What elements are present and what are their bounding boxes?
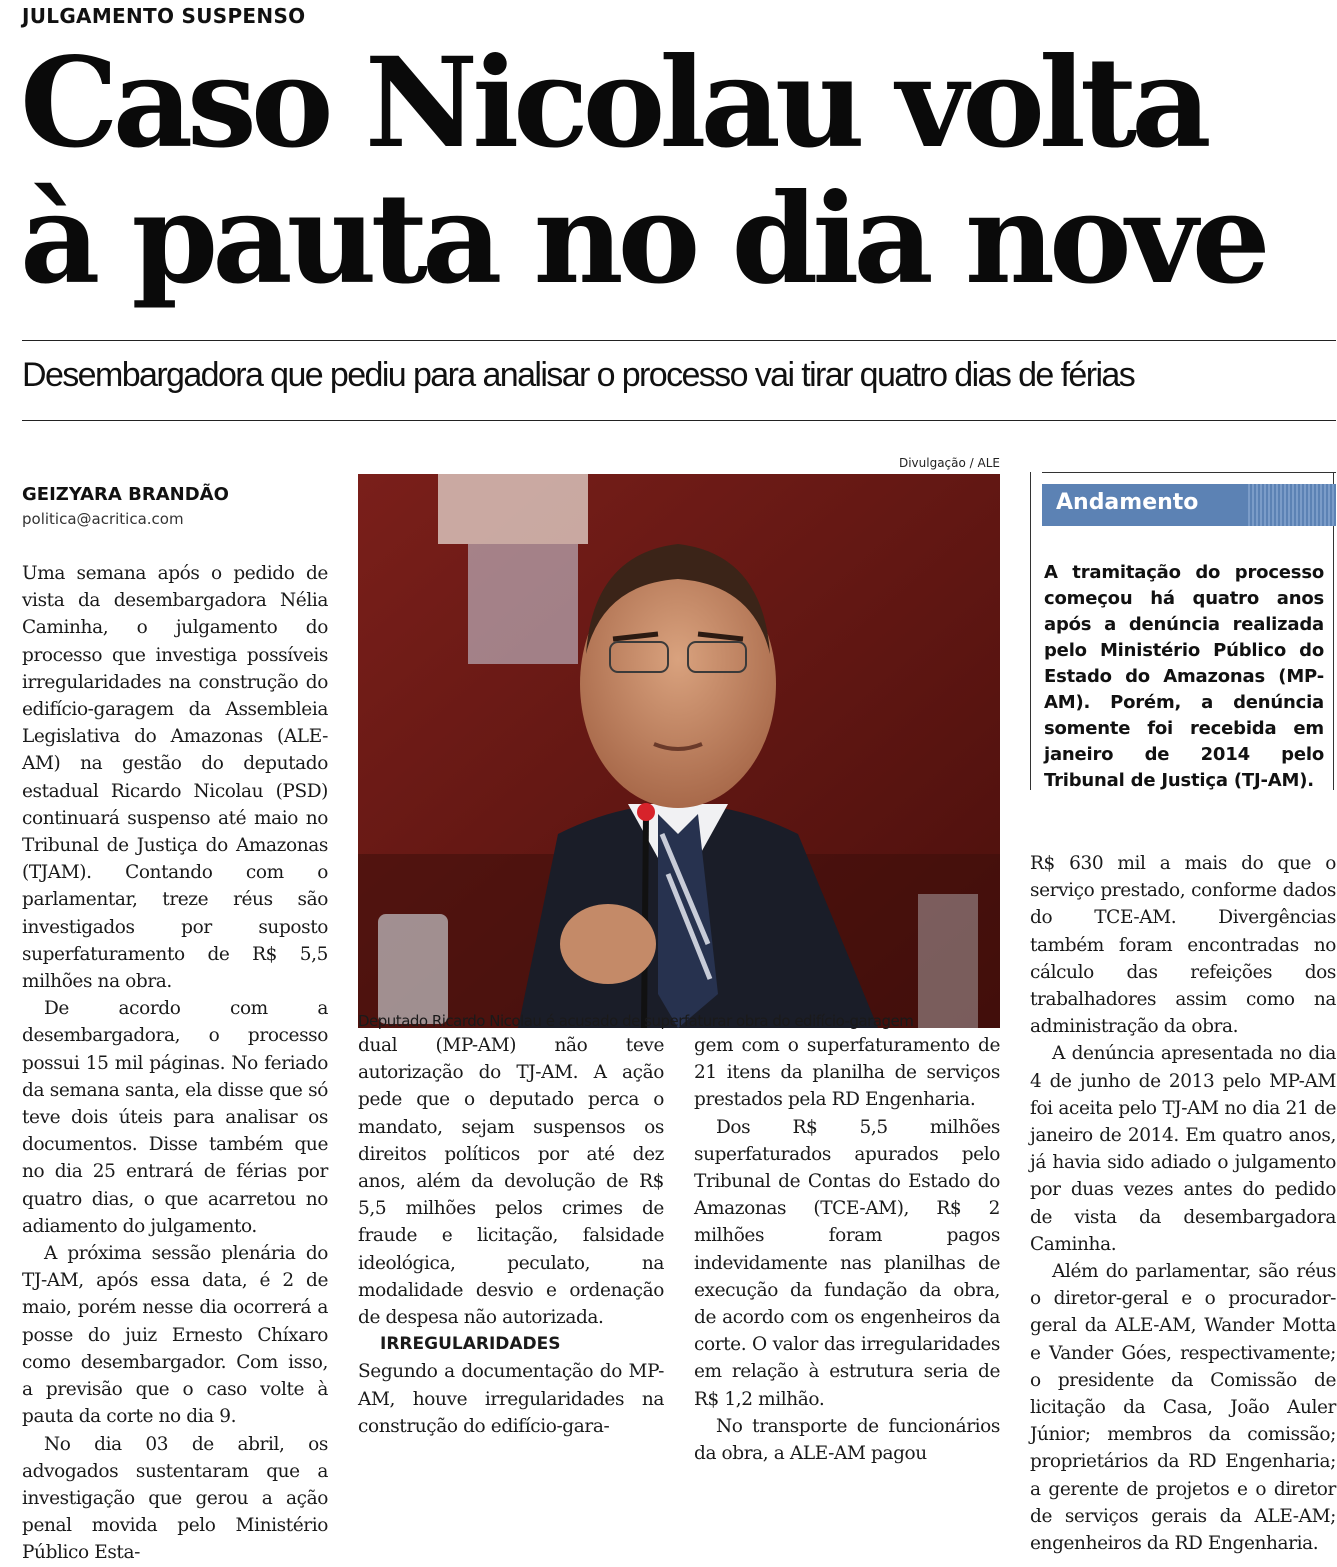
paragraph: No dia 03 de abril, os advogados sustentaram que a investigação que gerou a ação penal movida pelo Ministério Público Esta- xyxy=(22,1433,328,1564)
divider-bottom xyxy=(22,420,1336,421)
paragraph: No transporte de funcionários da obra, a ALE-AM pagou xyxy=(694,1415,1000,1465)
photo-illustration xyxy=(358,474,1000,1028)
article-column-4 xyxy=(1030,850,1336,1557)
paragraph: A próxima sessão plenária do TJ-AM, após essa data, é 2 de maio, porém nesse dia ocorrerá a posse do juiz Ernesto Chíxaro como desembargador. Com isso, a previsão que o caso volte à pauta da corte no dia 9. xyxy=(22,1243,328,1428)
divider-top xyxy=(22,340,1336,341)
article-photo xyxy=(358,474,1000,1028)
sidebar-title: Andamento xyxy=(1056,490,1199,515)
paragraph: gem com o superfaturamento de 21 itens da planilha de serviços prestados pela RD Engenharia. xyxy=(694,1035,1000,1111)
paragraph: R$ 630 mil a mais do que o serviço prestado, conforme dados do TCE-AM. Divergências também foram encontradas no cálculo das refeições dos trabalhadores assim como na administração da obra. xyxy=(1030,853,1336,1038)
paragraph: Segundo a documentação do MP-AM, houve irregularidades na construção do edifício-gara- xyxy=(358,1361,664,1437)
sidebar-top-rule xyxy=(1042,472,1336,473)
byline-author: GEIZYARA BRANDÃO xyxy=(22,484,229,505)
sidebar-header-pattern xyxy=(1246,484,1336,526)
article-column-2 xyxy=(358,1032,664,1440)
article-column-1 xyxy=(22,560,328,1567)
paragraph: De acordo com a desembargadora, o processo possui 15 mil páginas. No feriado da semana santa, ela disse que só teve dois úteis para analisar os documentos. Disse também que no dia 25 entrará de férias por quatro dias, o que acarretou no adiamento do julgamento. xyxy=(22,998,328,1237)
headline-line-2: à pauta no dia nove xyxy=(20,167,1265,312)
article-column-3 xyxy=(694,1032,1000,1467)
crosshead: IRREGULARIDADES xyxy=(380,1334,561,1355)
headline xyxy=(20,31,1330,312)
headline-line-1: Caso Nicolau volta xyxy=(20,31,1206,176)
paragraph: dual (MP-AM) não teve autorização do TJ-AM. A ação pede que o deputado perca o mandato, sejam suspensos os direitos políticos por até dez anos, além da devolução de R$ 5,5 milhões pelos crimes de fraude e licitação, falsidade ideológica, peculato, na modalidade desvio e ordenação de despesa não autorizada. xyxy=(358,1035,664,1329)
photo-credit: Divulgação / ALE xyxy=(898,456,1000,470)
paragraph: Dos R$ 5,5 milhões superfaturados apurados pelo Tribunal de Contas do Estado do Amazonas (TCE-AM), R$ 2 milhões foram pagos indevidamente nas planilhas de execução da fundação da obra, de acordo com os engenheiros da corte. O valor das irregularidades em relação à estrutura seria de R$ 1,2 milhão. xyxy=(694,1116,1000,1410)
paragraph: A denúncia apresentada no dia 4 de junho de 2013 pelo MP-AM foi aceita pelo TJ-AM no dia 21 de janeiro de 2014. Em quatro anos, já havia sido adiado o julgamento por duas vezes antes do pedido de vista da desembargadora Caminha. xyxy=(1030,1043,1336,1255)
sidebar-text: A tramitação do processo começou há quatro anos após a denúncia realizada pelo Ministério Público do Estado do Amazonas (MP-AM). Porém, a denúncia somente foi recebida em janeiro de 2014 pelo Tribunal de Justiça (TJ-AM). xyxy=(1044,562,1324,791)
paragraph: Uma semana após o pedido de vista da desembargadora Nélia Caminha, o julgamento do processo que investiga possíveis irregularidades na construção do edifício-garagem da Assembleia Legislativa do Amazonas (ALE-AM) na gestão do deputado estadual Ricardo Nicolau (PSD) continuará suspenso até maio no Tribunal de Justiça do Amazonas (TJAM). Contando com o parlamentar, treze réus são investigados por suposto superfaturamento de R$ 5,5 milhões na obra. xyxy=(22,563,328,993)
subheadline: Desembargadora que pediu para analisar o processo vai tirar quatro dias de férias xyxy=(22,356,1135,394)
paragraph: Além do parlamentar, são réus o diretor-geral e o procurador-geral da ALE-AM, Wander Motta e Vander Góes, respectivamente; o presidente da Comissão de licitação da Casa, João Auler Júnior; membros da comissão; proprietários da RD Engenharia; a gerente de projetos e o diretor de serviços gerais da ALE-AM; engenheiros da RD Engenharia. xyxy=(1030,1261,1336,1555)
kicker: JULGAMENTO SUSPENSO xyxy=(22,4,306,28)
byline-email[interactable]: politica@acritica.com xyxy=(22,510,184,528)
photo-caption: Deputado Ricardo Nicolau é acusado de superfaturar obra do edifício-garagem xyxy=(358,1012,914,1030)
